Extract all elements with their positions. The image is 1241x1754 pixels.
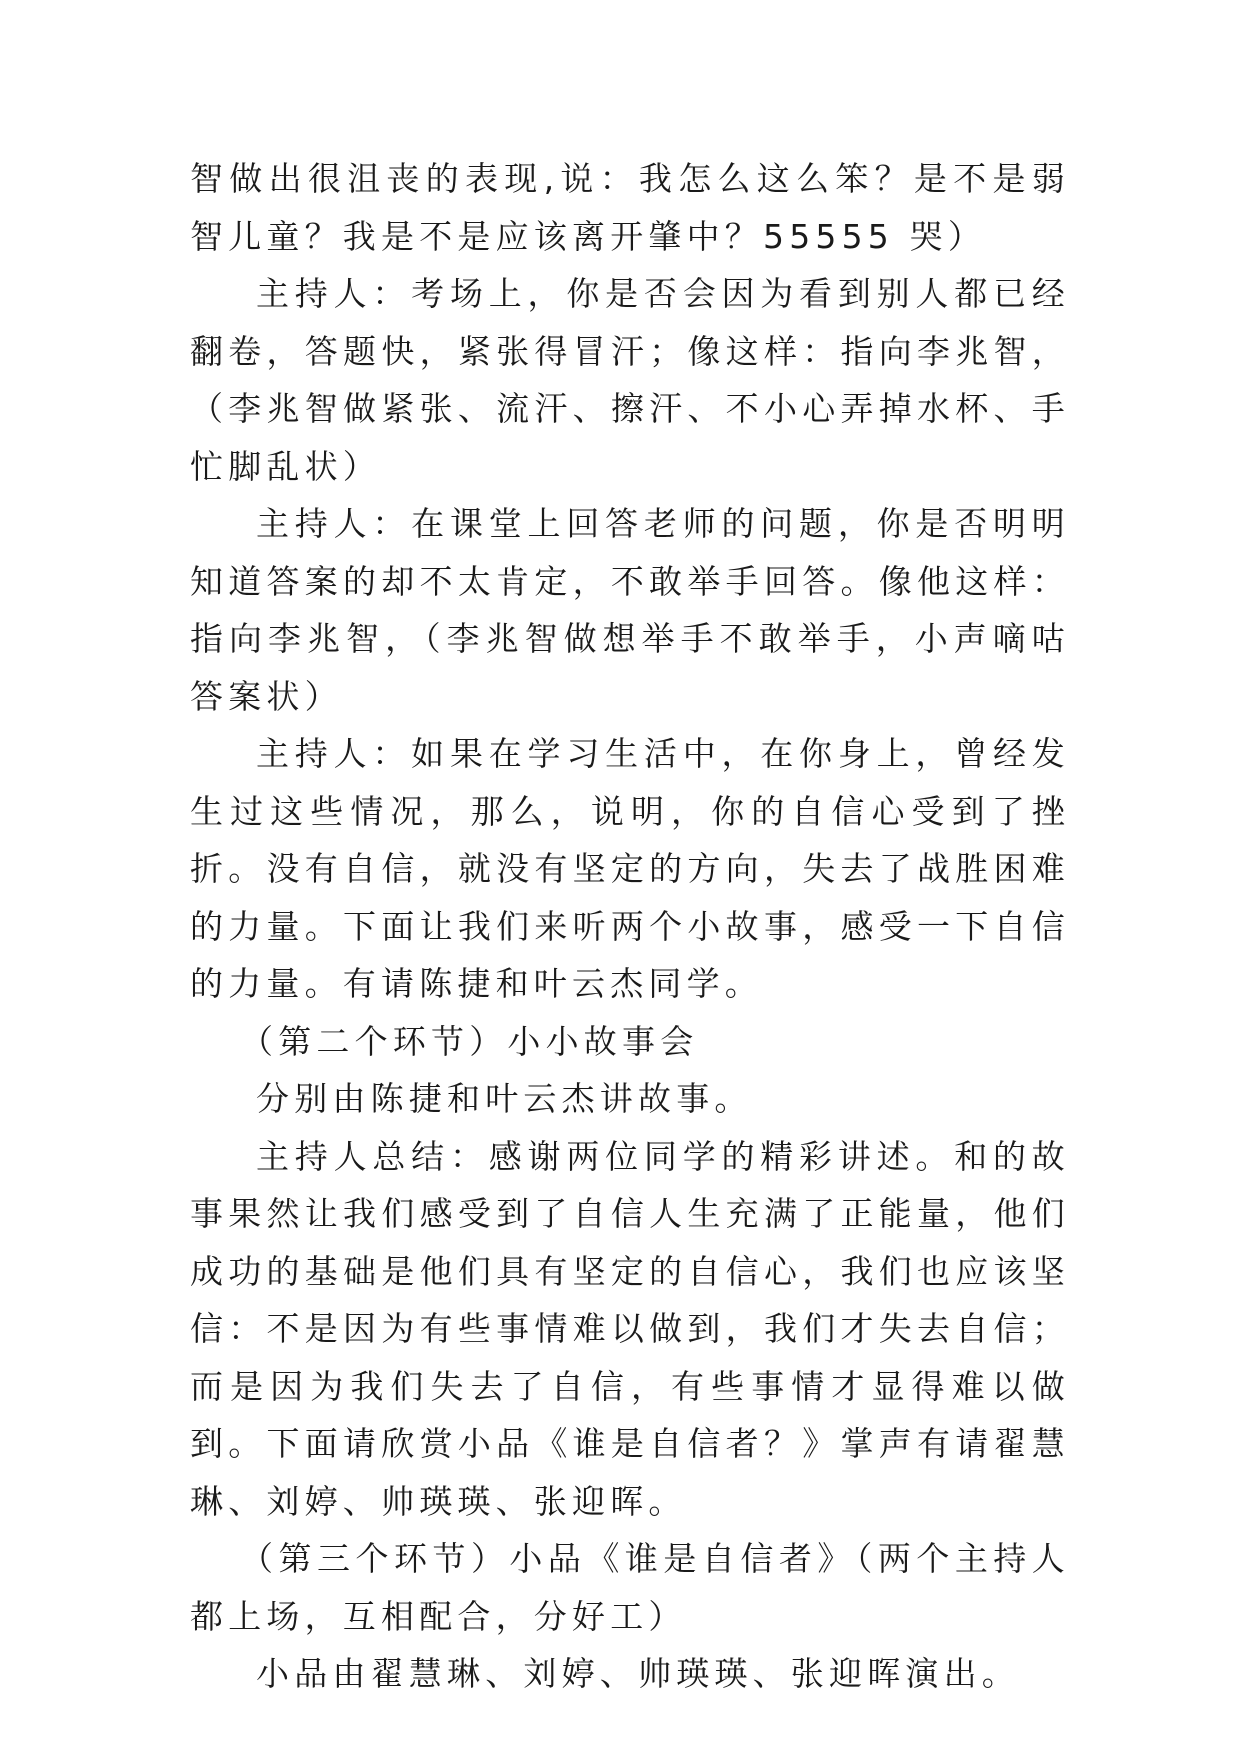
paragraph-host-confidence: 主持人：如果在学习生活中，在你身上，曾经发生过这些情况，那么，说明，你的自信心受到了挫折。没有自信，就没有坚定的方向，失去了战胜困难的力量。下面让我们来听两个小故事，感受一下自信的力量。有请陈捷和叶云杰同学。 <box>190 734 1070 1003</box>
paragraph-continuation: 智做出很沮丧的表现,说：我怎么这么笨？是不是弱智儿童？我是不是应该离开肇中？55555 哭） <box>190 159 1070 256</box>
document-body <box>190 150 1070 1703</box>
paragraph-host-exam: 主持人：考场上，你是否会因为看到别人都已经翻卷，答题快，紧张得冒汗；像这样：指向李兆智，（李兆智做紧张、流汗、擦汗、不小心弄掉水杯、手忙脚乱状） <box>190 274 1070 486</box>
paragraph-storytellers: 分别由陈捷和叶云杰讲故事。 <box>256 1079 753 1118</box>
section-heading-story: （第二个环节）小小故事会 <box>240 1021 699 1061</box>
paragraph-host-classroom: 主持人：在课堂上回答老师的问题，你是否明明知道答案的却不太肯定，不敢举手回答。像他这样：指向李兆智，（李兆智做想举手不敢举手，小声嘀咕答案状） <box>190 504 1070 716</box>
section-heading-skit: （第三个环节）小品《谁是自信者》（两个主持人都上场，互相配合，分好工） <box>190 1539 1070 1636</box>
paragraph-skit-performers: 小品由翟慧琳、刘婷、帅瑛瑛、张迎晖演出。 <box>256 1654 1020 1693</box>
paragraph-host-summary: 主持人总结：感谢两位同学的精彩讲述。和的故事果然让我们感受到了自信人生充满了正能量，他们成功的基础是他们具有坚定的自信心，我们也应该坚信：不是因为有些事情难以做到，我们才失去自信；而是因为我们失去了自信，有些事情才显得难以做到。下面请欣赏小品《谁是自信者？》掌声有请翟慧琳、刘婷、帅瑛瑛、张迎晖。 <box>190 1136 1070 1521</box>
